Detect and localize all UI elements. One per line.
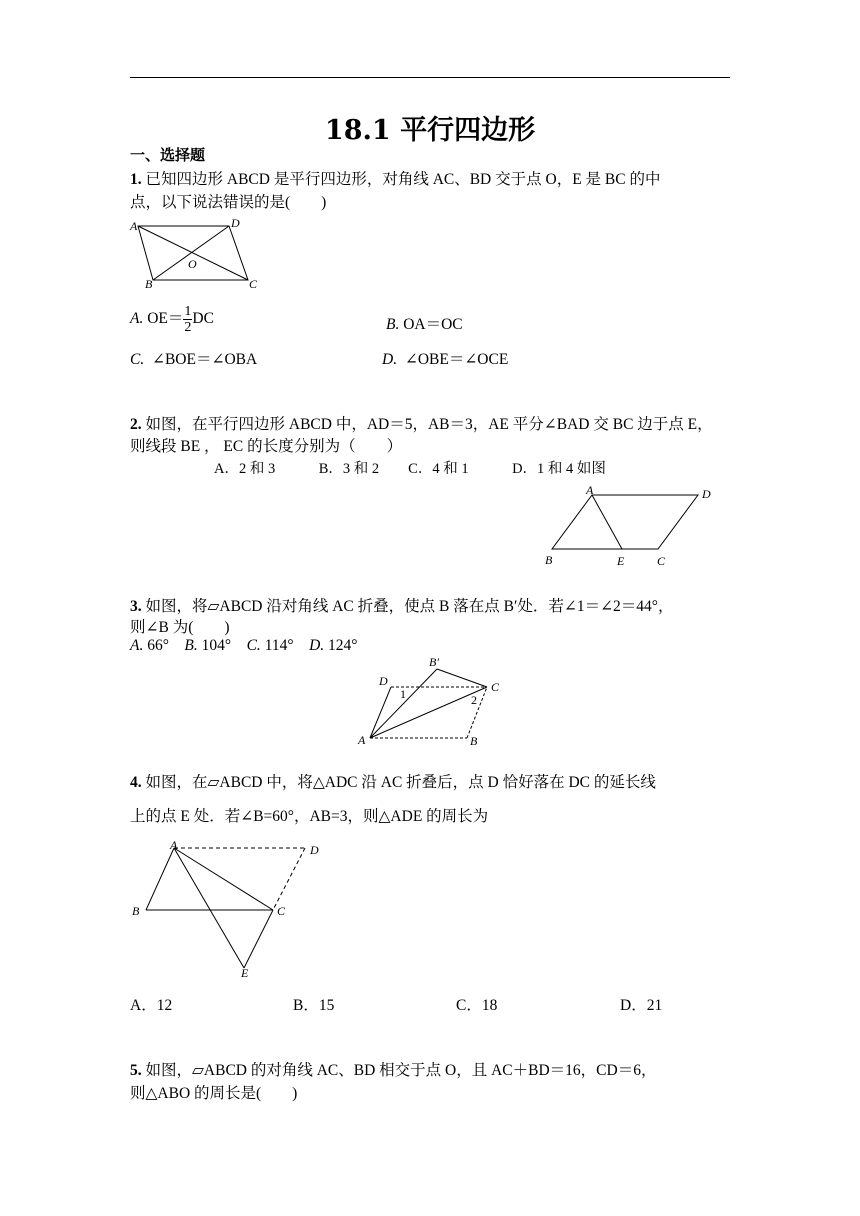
q1-text-1: 已知四边形 ABCD 是平行四边形，对角线 AC、BD 交于点 O，E 是 BC 的中 <box>145 171 661 188</box>
q2-figure <box>540 484 720 570</box>
q1-number: 1. <box>130 171 142 188</box>
q4-number: 4. <box>130 774 142 791</box>
q1-option-b-text: OA＝OC <box>403 316 463 333</box>
q2-bisector-ae <box>592 495 622 549</box>
q4-side-ce <box>244 910 273 968</box>
q1-option-c-text: ∠BOE＝∠OBA <box>151 351 258 368</box>
q3-option-d[interactable]: 124° <box>328 637 358 654</box>
q3-label-a: A <box>358 733 366 747</box>
q5-line1 <box>130 1058 656 1080</box>
q5-text-1: 如图，▱ABCD 的对角线 AC、BD 相交于点 O，且 AC＋BD＝16，CD＝6， <box>145 1062 657 1079</box>
q4-option-d[interactable]: D．21 <box>620 997 663 1014</box>
q2-label-a: A <box>586 484 594 497</box>
q2-label-e: E <box>617 554 625 568</box>
q2-text-2: 则线段 BE ， EC 的长度分别为（ ） <box>130 438 403 455</box>
q3-option-d-letter: D. <box>309 637 325 654</box>
q4-option-c[interactable]: C．18 <box>456 997 498 1014</box>
q1-diagonal-bd <box>153 226 229 280</box>
q1-label-o: O <box>188 257 197 271</box>
q3-label-angle-2: 2 <box>471 693 477 707</box>
q1-option-b-letter: B. <box>386 316 400 333</box>
q1-label-b: B <box>145 277 153 291</box>
q3-options[interactable] <box>130 637 357 655</box>
q3-label-d: D <box>379 674 388 688</box>
q3-option-c-letter: C. <box>246 637 261 654</box>
q1-option-c[interactable] <box>130 347 257 369</box>
q2-text-1: 如图，在平行四边形 ABCD 中，AD＝5，AB＝3，AE 平分∠BAD 交 BC 边于点 E， <box>145 416 713 433</box>
section-heading: 一、选择题 <box>130 146 206 164</box>
q1-text-2: 点，以下说法错误的是( ) <box>130 194 327 211</box>
q1-line1 <box>130 167 660 189</box>
q2-parallelogram <box>552 495 698 549</box>
q4-option-b[interactable]: B．15 <box>293 997 335 1014</box>
q3-label-bprime: B′ <box>429 655 439 669</box>
q4-label-a: A <box>170 838 178 852</box>
q4-figure <box>128 834 338 982</box>
q1-option-d-text: ∠OBE＝∠OCE <box>404 351 509 368</box>
q1-option-b[interactable] <box>386 312 463 334</box>
q2-label-d: D <box>702 487 711 501</box>
q4-label-c: C <box>277 904 286 918</box>
q4-label-d: D <box>310 843 319 857</box>
q2-number: 2. <box>130 416 142 433</box>
q5-number: 5. <box>130 1062 142 1079</box>
q3-line1 <box>130 594 674 616</box>
q1-option-a-text: OE＝ <box>147 310 184 328</box>
q1-label-c: C <box>249 277 258 291</box>
q1-option-a-letter: A. <box>130 310 144 328</box>
q3-option-b-letter: B. <box>184 637 198 654</box>
q2-line1 <box>130 412 713 434</box>
q4-label-e: E <box>241 966 249 980</box>
q3-label-c: C <box>491 680 500 694</box>
q1-label-a: A <box>130 219 138 233</box>
q1-option-d-letter: D. <box>382 351 398 368</box>
q1-option-c-letter: C. <box>130 351 145 368</box>
q4-label-b: B <box>132 904 140 918</box>
q2-options[interactable]: A．2 和 3 B．3 和 2 C．4 和 1 D．1 和 4 如图 <box>214 461 606 477</box>
q2-label-c: C <box>657 554 666 568</box>
q4-line1 <box>130 770 656 792</box>
q3-figure <box>352 652 512 748</box>
q1-option-a[interactable] <box>130 304 214 335</box>
q1-option-a-text-2: DC <box>192 310 214 328</box>
page-title: 18.1 平行四边形 <box>324 115 536 146</box>
q4-option-a[interactable]: A．12 <box>130 997 173 1014</box>
q3-number: 3. <box>130 598 142 615</box>
q1-label-d: D <box>231 216 240 230</box>
q3-text-1: 如图，将▱ABCD 沿对角线 AC 折叠，使点 B 落在点 B′处．若∠1＝∠2＝44°， <box>145 598 674 615</box>
q4-text-2: 上的点 E 处．若∠B=60°，AB=3，则△ADE 的周长为 <box>130 808 489 825</box>
q1-option-d[interactable] <box>382 347 508 369</box>
q4-side-ae <box>174 848 244 968</box>
q3-folded-bc <box>437 669 487 687</box>
q1-figure <box>128 216 262 292</box>
header-rule <box>130 77 730 78</box>
q4-side-dc <box>273 848 305 910</box>
q3-label-angle-1: 1 <box>400 687 406 701</box>
q5-text-2: 则△ABO 的周长是( ) <box>130 1085 298 1102</box>
q3-option-a[interactable]: 66° <box>147 637 169 654</box>
q3-option-c[interactable]: 114° <box>264 637 294 654</box>
q3-option-a-letter: A. <box>130 637 144 654</box>
q4-text-1: 如图，在▱ABCD 中，将△ADC 沿 AC 折叠后，点 D 恰好落在 DC 的延长线 <box>145 774 656 791</box>
q3-text-2: 则∠B 为( ) <box>130 619 230 636</box>
q4-side-ab <box>146 848 174 910</box>
q3-option-b[interactable]: 104° <box>201 637 232 654</box>
q4-diagonal-ac <box>174 848 273 910</box>
q3-label-b: B <box>470 734 478 748</box>
q2-label-b: B <box>545 553 553 567</box>
fraction-one-half: $\frac{1}{2}$ <box>184 304 192 335</box>
